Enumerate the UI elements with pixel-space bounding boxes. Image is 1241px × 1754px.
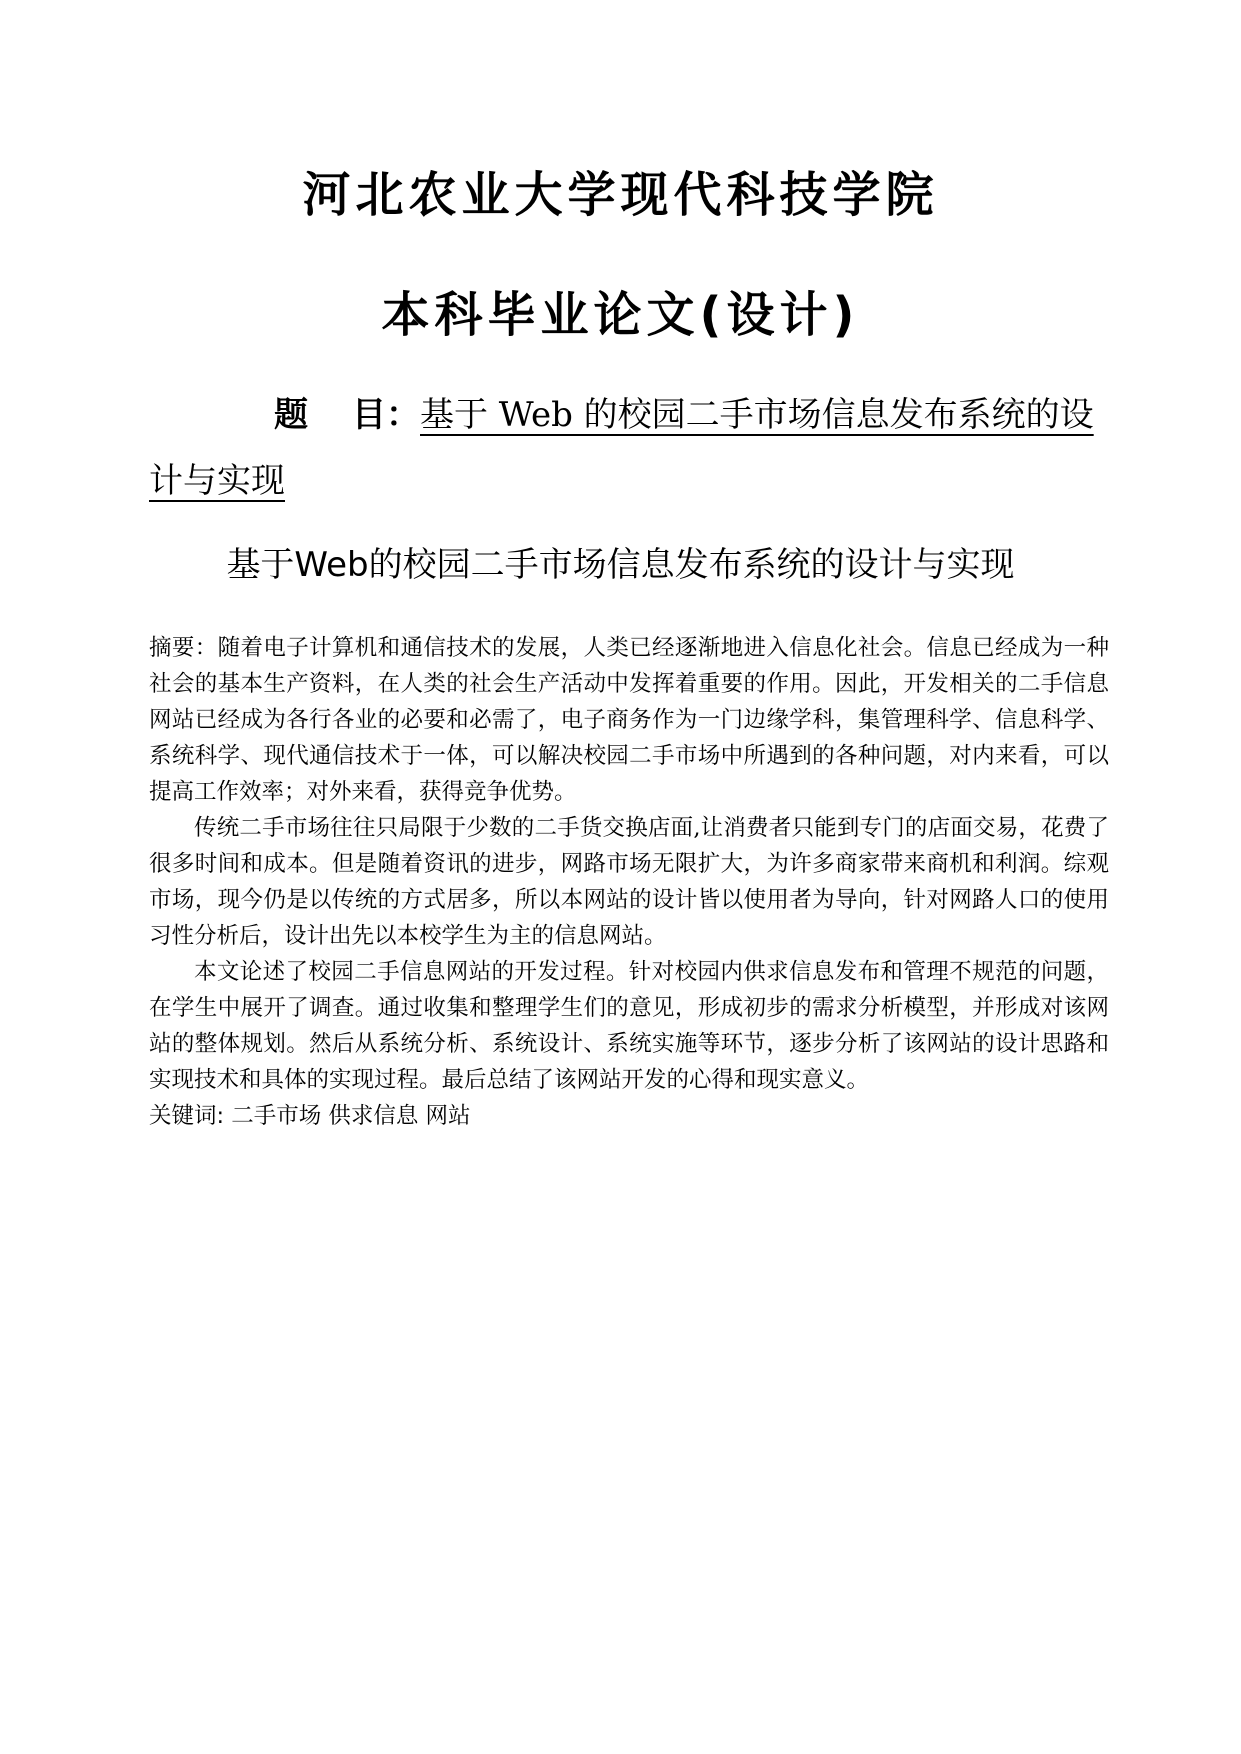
keywords-line [149,1098,1109,1134]
abstract-paragraph-1-text: 随着电子计算机和通信技术的发展，人类已经逐渐地进入信息化社会。信息已经成为一种社会的基本生产资料，在人类的社会生产活动中发挥着重要的作用。因此，开发相关的二手信息网站已经成为各行各业的必要和必需了，电子商务作为一门边缘学科，集管理科学、信息科学、系统科学、现代通信技术于一体，可以解决校园二手市场中所遇到的各种问题，对内来看，可以提高工作效率；对外来看，获得竞争优势。 [149,635,1109,805]
topic-label [149,395,420,435]
abstract-paragraph-3: 本文论述了校园二手信息网站的开发过程。针对校园内供求信息发布和管理不规范的问题，在学生中展开了调查。通过收集和整理学生们的意见，形成初步的需求分析模型，并形成对该网站的整体规划。然后从系统分析、系统设计、系统实施等环节，逐步分析了该网站的设计思路和实现技术和具体的实现过程。最后总结了该网站开发的心得和现实意义。 [149,959,1109,1093]
university-name: 河北农业大学现代科技学院 [302,167,939,223]
keywords-label: 关键词: [149,1103,225,1129]
abstract-section [149,630,1109,1134]
document-title: 基于Web的校园二手市场信息发布系统的设计与实现 [226,545,1015,585]
topic-label-char-1: 题 [274,395,308,435]
topic-label-char-2: 目： [352,395,420,435]
abstract-paragraph-1 [149,630,1109,810]
topic-block [149,382,1109,514]
keywords-value: 二手市场 供求信息 网站 [231,1103,471,1129]
abstract-paragraph-2: 传统二手市场往往只局限于少数的二手货交换店面,让消费者只能到专门的店面交易，花费了很多时间和成本。但是随着资讯的进步，网路市场无限扩大，为许多商家带来商机和利润。综观市场，现今仍是以传统的方式居多，所以本网站的设计皆以使用者为导向，针对网路人口的使用习性分析后，设计出先以本校学生为主的信息网站。 [149,815,1109,949]
thesis-type-title: 本科毕业论文(设计) [381,287,860,343]
abstract-label: 摘要： [149,635,218,661]
topic-text: 基于 Web 的校园二手市场信息发布系统的设计与实现 [149,395,1094,501]
